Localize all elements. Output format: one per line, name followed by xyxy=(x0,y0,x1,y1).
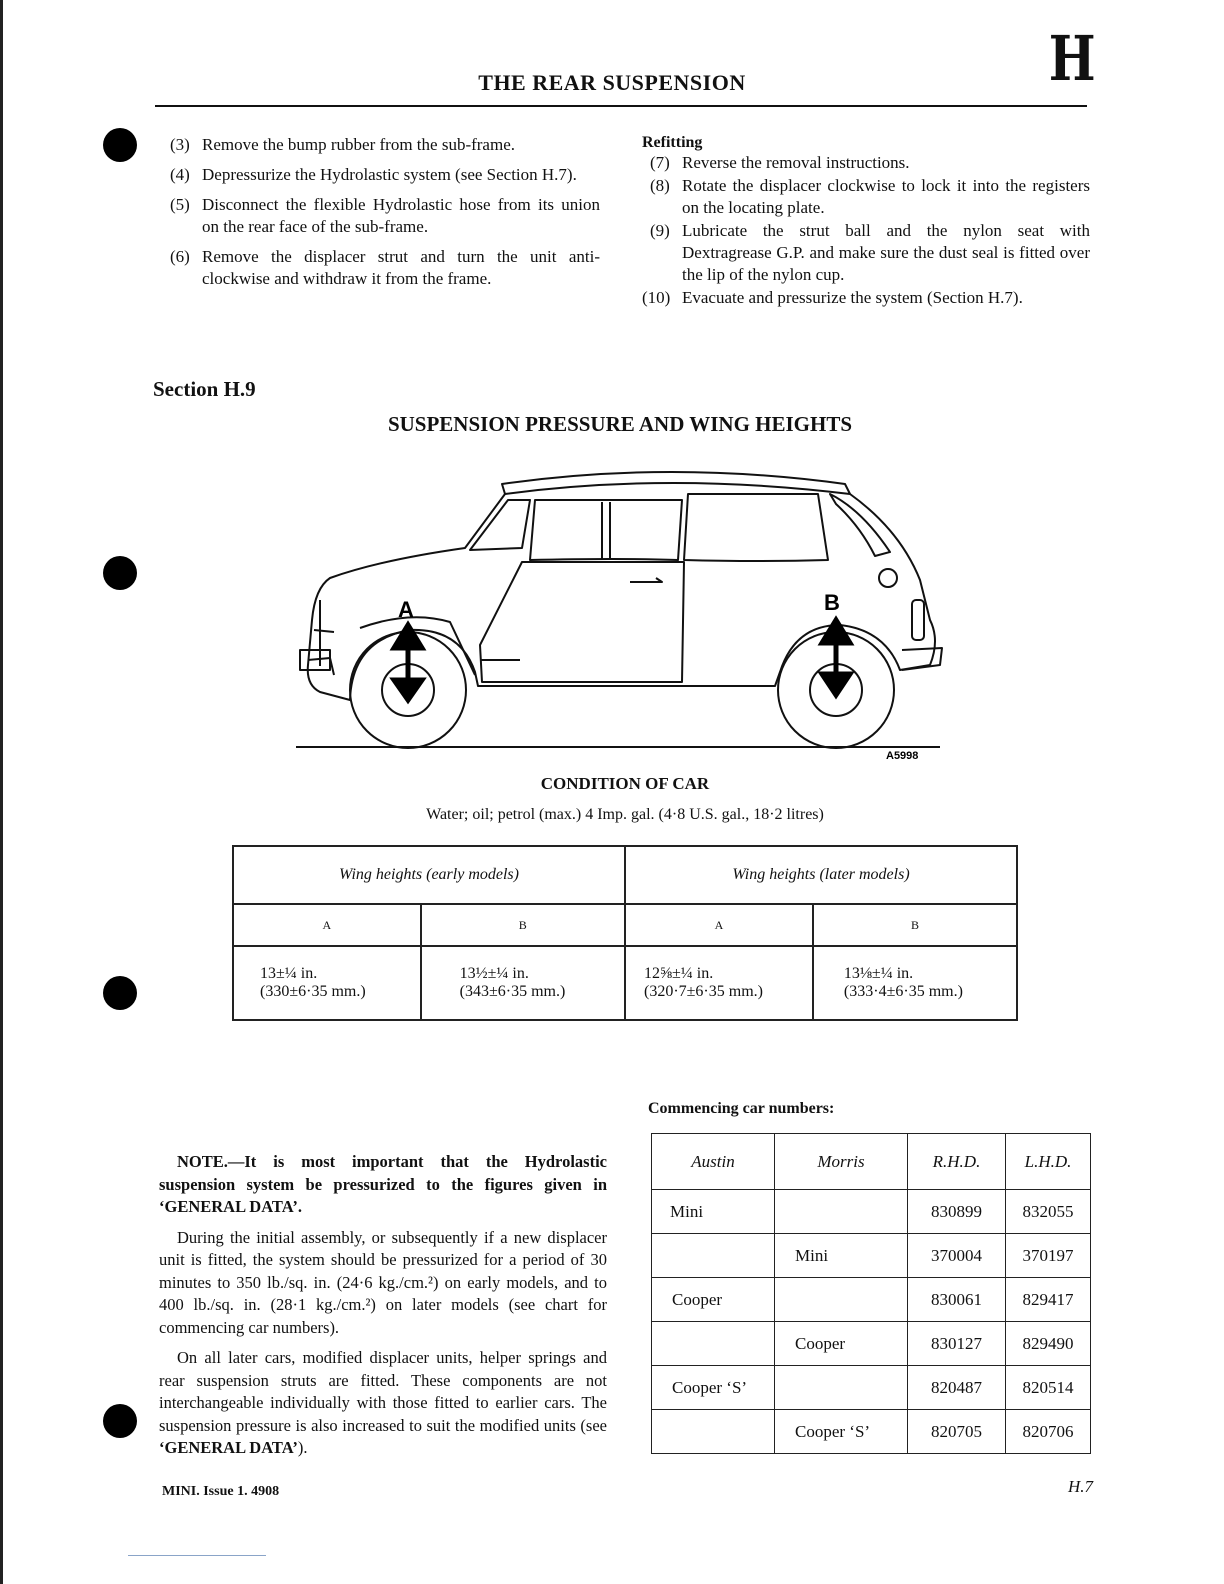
table-row: Cooper 830127 829490 xyxy=(652,1322,1091,1366)
step-4: (4) Depressurize the Hydrolastic system (see Section H.7). xyxy=(170,165,577,184)
header-lhd: L.H.D. xyxy=(1006,1134,1091,1190)
step-3: (3) Remove the bump rubber from the sub-frame. xyxy=(170,135,515,154)
section-label: Section H.9 xyxy=(153,377,256,401)
binder-hole-1 xyxy=(103,128,137,162)
figure-ref: A5998 xyxy=(886,750,919,762)
rear-window xyxy=(830,494,890,556)
windscreen xyxy=(470,500,530,550)
step-6: (6) Remove the displacer strut and turn the unit anti-clockwise and withdraw it from the frame. xyxy=(170,247,600,288)
wing-value-b-early: 13½±¼ in. (343±6·35 mm.) xyxy=(421,946,625,1020)
arrow-a xyxy=(394,625,422,648)
binder-hole-4 xyxy=(103,1404,137,1438)
car-numbers-table xyxy=(651,1133,1091,1454)
refitting-block xyxy=(642,134,1090,317)
label-b: B xyxy=(824,590,840,615)
wing-value-a-early: 13±¼ in. (330±6·35 mm.) xyxy=(233,946,421,1020)
step-8: (8) Rotate the displacer clockwise to lock it into the registers on the locating plate. xyxy=(650,176,1090,217)
step-9: (9) Lubricate the strut ball and the nylon seat with Dextragrease G.P. and make sure the dust seal is fitted over the lip of the nylon cup. xyxy=(650,221,1090,284)
note-block xyxy=(159,1151,607,1468)
col-a-early: A xyxy=(233,904,421,946)
arrow-b xyxy=(822,620,850,643)
col-b-early: B xyxy=(421,904,625,946)
condition-text: Water; oil; petrol (max.) 4 Imp. gal. (4·8 U.S. gal., 18·2 litres) xyxy=(426,806,824,823)
refitting-heading: Refitting xyxy=(642,134,703,151)
step-10: (10) Evacuate and pressurize the system (Section H.7). xyxy=(642,288,1023,307)
removal-steps xyxy=(170,134,600,298)
binder-hole-3 xyxy=(103,976,137,1010)
wing-value-b-later: 13⅛±¼ in. (333·4±6·35 mm.) xyxy=(813,946,1017,1020)
condition-title: CONDITION OF CAR xyxy=(540,774,710,793)
page-number: H.7 xyxy=(1068,1477,1094,1496)
note-paragraph-2: During the initial assembly, or subsequently if a new displacer unit is fitted, the system should be pressurized for a period of 30 minutes to 350 lb./sq. in. (24·6 kg./cm.²) on early models, and to 400 lb./sq. in. (28·1 kg./cm.²) on later models (see chart for commencing car numbers). xyxy=(159,1227,607,1337)
col-b-later: B xyxy=(813,904,1017,946)
front-side-window xyxy=(530,500,682,560)
binder-hole-2 xyxy=(103,556,137,590)
note-paragraph-1: NOTE.—It is most important that the Hydrolastic suspension system be pressurized to the figures given in ‘GENERAL DATA’. xyxy=(159,1152,607,1216)
table-row: Mini 830899 832055 xyxy=(652,1190,1091,1234)
header-rhd: R.H.D. xyxy=(908,1134,1006,1190)
door-outline xyxy=(480,562,684,682)
early-models-header: Wing heights (early models) xyxy=(233,846,625,904)
section-letter: H xyxy=(1049,22,1096,95)
car-roof xyxy=(502,472,850,494)
page-title: THE REAR SUSPENSION xyxy=(478,70,746,95)
wing-heights-table xyxy=(232,845,1018,1021)
label-a: A xyxy=(398,597,414,622)
table-row: Cooper 830061 829417 xyxy=(652,1278,1091,1322)
step-5: (5) Disconnect the flexible Hydrolastic hose from its union on the rear face of the sub-frame. xyxy=(170,195,600,236)
bottom-link-line xyxy=(128,1555,266,1556)
col-a-later: A xyxy=(625,904,813,946)
step-7: (7) Reverse the removal instructions. xyxy=(650,153,910,172)
later-models-header: Wing heights (later models) xyxy=(625,846,1017,904)
table-row: Cooper ‘S’ 820705 820706 xyxy=(652,1410,1091,1454)
header-morris: Morris xyxy=(775,1134,908,1190)
wing-value-a-later: 12⅝±¼ in. (320·7±6·35 mm.) xyxy=(625,946,813,1020)
header-rule xyxy=(155,105,1087,107)
note-paragraph-3: On all later cars, modified displacer units, helper springs and rear suspension struts are fitted. These components are not interchangeable individually with those fitted to earlier cars. The suspension pressure is also increased to suit the modified units (see ‘GENERAL DATA’). xyxy=(159,1348,607,1457)
section-title: SUSPENSION PRESSURE AND WING HEIGHTS xyxy=(387,412,853,436)
header-austin: Austin xyxy=(652,1134,775,1190)
footer-issue: MINI. Issue 1. 4908 xyxy=(162,1484,280,1499)
table-row: Mini 370004 370197 xyxy=(652,1234,1091,1278)
rear-side-window xyxy=(684,494,828,561)
car-illustration xyxy=(290,460,950,765)
table-row: Cooper ‘S’ 820487 820514 xyxy=(652,1366,1091,1410)
car-numbers-title: Commencing car numbers: xyxy=(648,1100,835,1117)
